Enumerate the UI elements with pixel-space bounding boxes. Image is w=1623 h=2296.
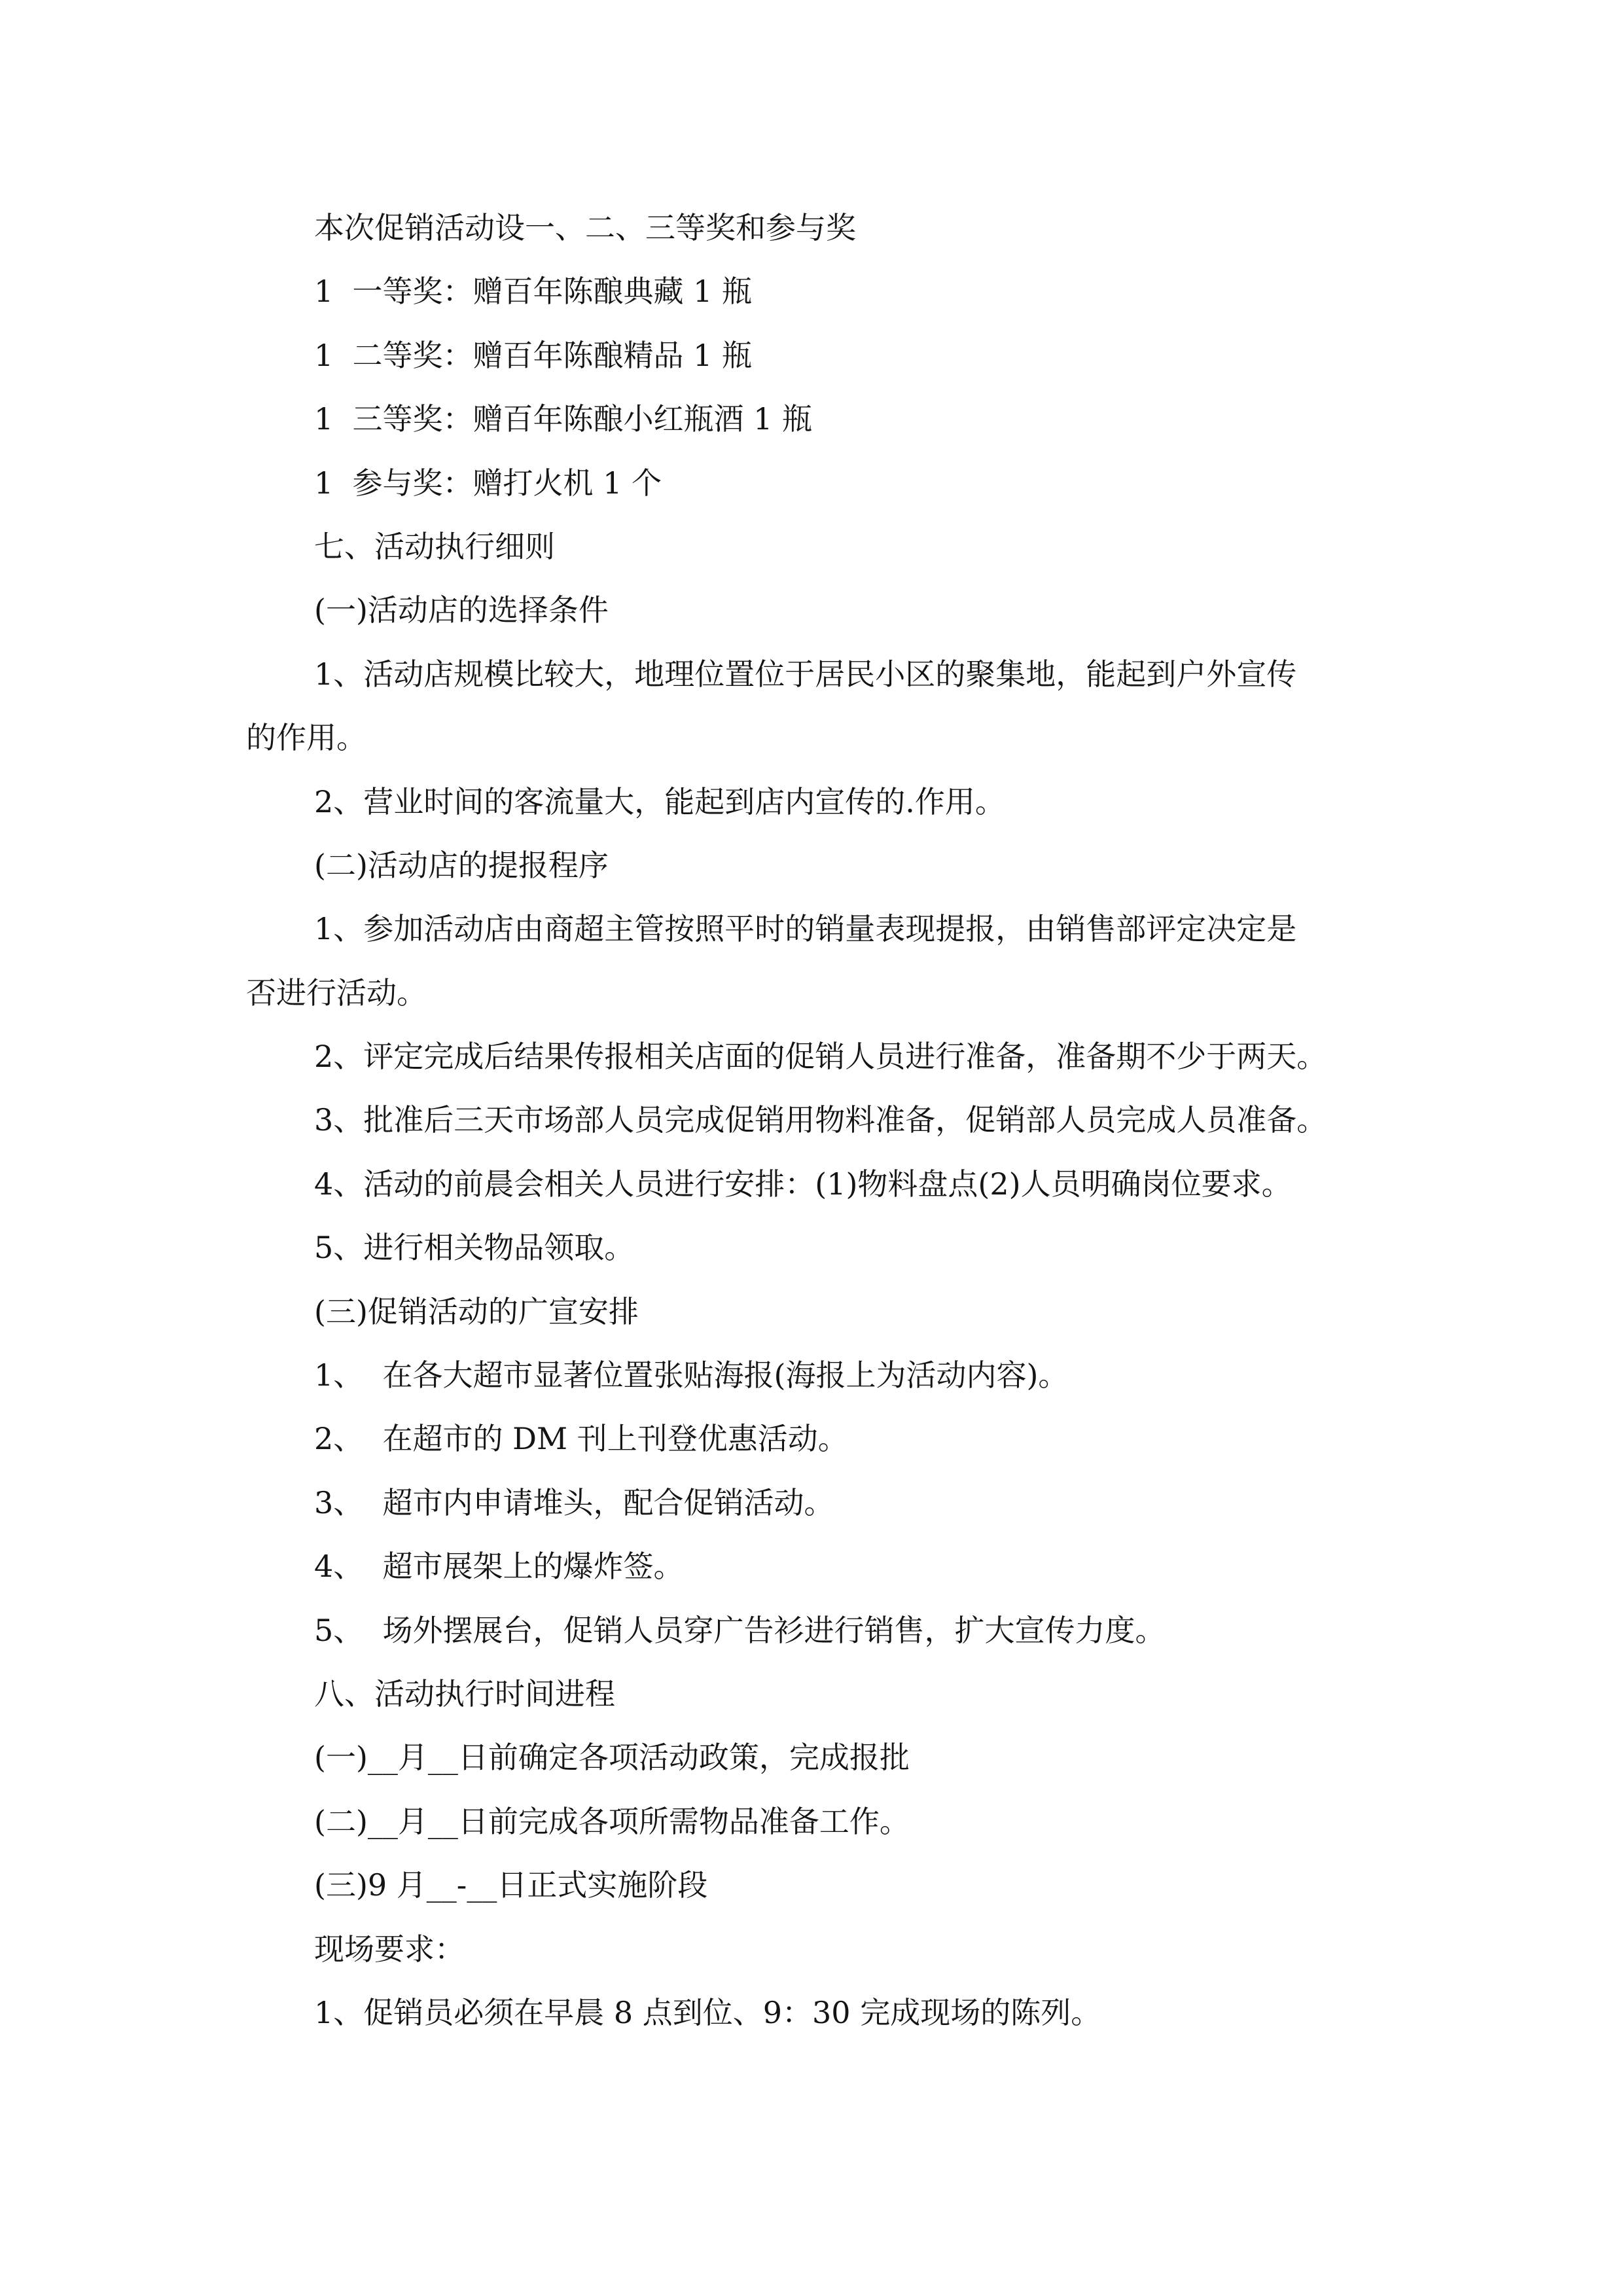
schedule-item: (二)__月__日前完成各项所需物品准备工作。 bbox=[314, 1803, 910, 1839]
second-prize-line: 1 二等奖：赠百年陈酿精品 1 瓶 bbox=[314, 337, 753, 373]
first-prize-line: 1 一等奖：赠百年陈酿典藏 1 瓶 bbox=[314, 274, 753, 310]
list-item: 4、 超市展架上的爆炸签。 bbox=[314, 1549, 684, 1585]
section-heading-execution-rules: 七、活动执行细则 bbox=[314, 528, 555, 564]
paragraph-line: 4、活动的前晨会相关人员进行安排：(1)物料盘点(2)人员明确岗位要求。 bbox=[314, 1166, 1292, 1202]
paragraph-line: 的作用。 bbox=[246, 720, 366, 756]
paragraph-line: 1、参加活动店由商超主管按照平时的销量表现提报，由销售部评定决定是 bbox=[314, 911, 1297, 947]
subsection-heading-advertising: (三)促销活动的广宣安排 bbox=[314, 1293, 639, 1329]
list-item: 2、 在超市的 DM 刊上刊登优惠活动。 bbox=[314, 1421, 848, 1457]
prize-intro-line: 本次促销活动设一、二、三等奖和参与奖 bbox=[314, 210, 856, 245]
paragraph-line: 1、促销员必须在早晨 8 点到位、9：30 完成现场的陈列。 bbox=[314, 1994, 1101, 2030]
paragraph-line: 2、营业时间的客流量大，能起到店内宣传的.作用。 bbox=[314, 783, 1005, 819]
schedule-item: (三)9 月__-__日正式实施阶段 bbox=[314, 1867, 708, 1903]
document-body bbox=[246, 196, 1385, 2045]
participation-prize-line: 1 参与奖：赠打火机 1 个 bbox=[314, 465, 662, 501]
paragraph-line: 5、进行相关物品领取。 bbox=[314, 1230, 635, 1266]
onsite-requirements-heading: 现场要求： bbox=[314, 1931, 465, 1967]
subsection-heading-store-selection: (一)活动店的选择条件 bbox=[314, 592, 609, 628]
paragraph-line: 1、活动店规模比较大，地理位置位于居民小区的聚集地，能起到户外宣传 bbox=[314, 656, 1297, 692]
paragraph-line: 2、评定完成后结果传报相关店面的促销人员进行准备，准备期不少于两天。 bbox=[314, 1039, 1327, 1075]
section-heading-schedule: 八、活动执行时间进程 bbox=[314, 1676, 615, 1712]
subsection-heading-store-report: (二)活动店的提报程序 bbox=[314, 847, 609, 883]
list-item: 3、 超市内申请堆头，配合促销活动。 bbox=[314, 1484, 834, 1520]
paragraph-line: 3、批准后三天市场部人员完成促销用物料准备，促销部人员完成人员准备。 bbox=[314, 1102, 1327, 1138]
list-item: 1、 在各大超市显著位置张贴海报(海报上为活动内容)。 bbox=[314, 1357, 1069, 1393]
schedule-item: (一)__月__日前确定各项活动政策，完成报批 bbox=[314, 1740, 910, 1776]
third-prize-line: 1 三等奖：赠百年陈酿小红瓶酒 1 瓶 bbox=[314, 401, 813, 437]
paragraph-line: 否进行活动。 bbox=[246, 975, 427, 1011]
list-item: 5、 场外摆展台，促销人员穿广告衫进行销售，扩大宣传力度。 bbox=[314, 1612, 1166, 1648]
